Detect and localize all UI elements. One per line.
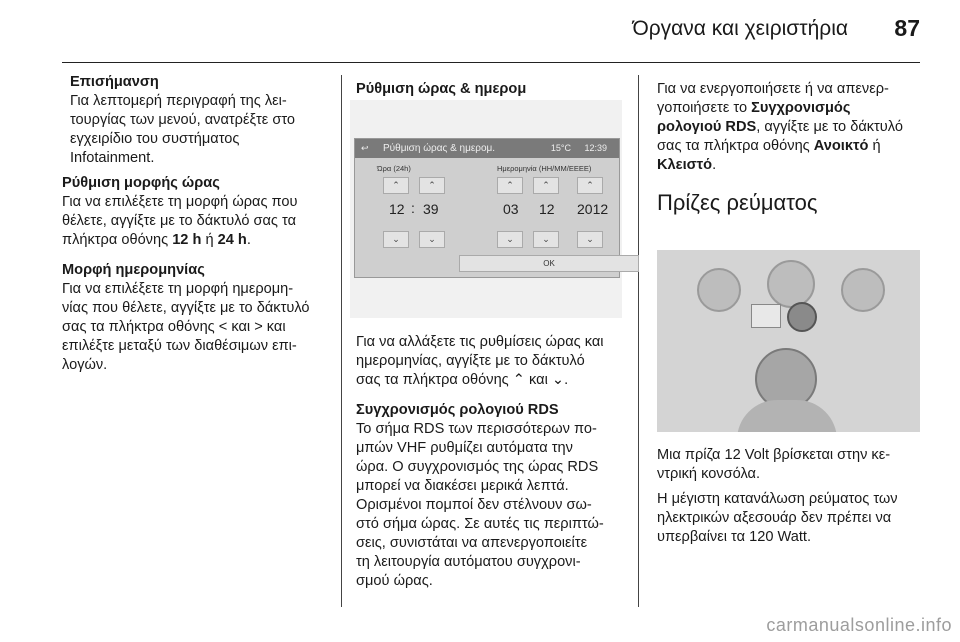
year-up-button: ⌃: [577, 177, 603, 194]
body-line: Μια πρίζα 12 Volt βρίσκεται στην κε-: [657, 447, 891, 463]
column-1: [62, 73, 332, 375]
hvac-knob-right: [841, 268, 885, 312]
section-title-date-format: Μορφή ημερομηνίας: [62, 262, 205, 278]
month-up-button: ⌃: [533, 177, 559, 194]
section-title-time-format: Ρύθμιση μορφής ώρας: [62, 175, 220, 191]
section-title-rds-sync: Συγχρονισμός ρολογιού RDS: [356, 402, 559, 418]
body-line: τη λειτουργία αυτόματου συγχρονι-: [356, 554, 581, 570]
section-title-clock-date: Ρύθμιση ώρας & ημερομ: [356, 81, 527, 97]
screen-title: Ρύθμιση ώρας & ημερομ.: [383, 143, 496, 154]
back-arrow-icon: ↩: [361, 143, 369, 153]
minute-up-button: ⌃: [419, 177, 445, 194]
power-outlet-socket: [787, 302, 817, 332]
screen-frame: [354, 138, 620, 278]
body-line: ηλεκτρικών αξεσουάρ δεν πρέπει να: [657, 510, 892, 526]
body-line: Η μέγιστη κατανάλωση ρεύματος των: [657, 491, 898, 507]
body-line: θέλετε, αγγίξτε με το δάκτυλό σας τα: [62, 213, 297, 229]
body-line: στό σήμα ώρας. Σε αυτές τις περιπτώ-: [356, 516, 604, 532]
year-value: 2012: [577, 201, 609, 217]
day-down-button: ⌄: [497, 231, 523, 248]
hvac-knob-left: [697, 268, 741, 312]
date-label: Ημερομηνία (ΗΗ/ΜΜ/ΕΕΕΕ): [497, 164, 592, 173]
page-header-title: Όργανα και χειριστήρια: [632, 17, 848, 40]
month-value: 12: [539, 201, 555, 217]
page-number: 87: [894, 15, 920, 41]
note-title: Επισήμανση: [70, 74, 159, 90]
body-line: μπορεί να διακέσει μερικά λεπτά.: [356, 478, 569, 494]
header-rule: [62, 62, 920, 63]
minute-down-button: ⌄: [419, 231, 445, 248]
switch-panel: [751, 304, 781, 328]
day-up-button: ⌃: [497, 177, 523, 194]
time-separator: :: [411, 200, 415, 216]
body-line: ημερομηνίας, αγγίξτε με το δάκτυλό: [356, 353, 585, 369]
body-line: Ορισμένοι πομποί δεν στέλνουν σω-: [356, 497, 592, 513]
hour-up-button: ⌃: [383, 177, 409, 194]
body-line: σεις, συνιστάται να απενεργοποιείτε: [356, 535, 588, 551]
screen-clock: 12:39: [584, 143, 607, 153]
year-down-button: ⌄: [577, 231, 603, 248]
screen-temperature: 15°C: [550, 143, 571, 153]
body-line: μπών VHF ρυθμίζει αυτόματα την: [356, 440, 573, 456]
column-3-top: [657, 80, 927, 175]
watermark: carmanualsonline.info: [766, 615, 952, 635]
body-line: ώρα. Ο συγχρονισμός της ώρας RDS: [356, 459, 599, 475]
infotainment-screen-image: [350, 100, 622, 318]
ok-button: OK: [459, 255, 639, 272]
body-line: Κλειστό.: [657, 157, 717, 173]
day-value: 03: [503, 201, 519, 217]
body-line: ρολογιού RDS, αγγίξτε με το δάκτυλό: [657, 119, 903, 135]
note-line: τουργίας των μενού, ανατρέξτε στο: [70, 112, 296, 128]
column-3-bottom: [657, 446, 927, 547]
hour-value: 12: [389, 201, 405, 217]
minute-value: 39: [423, 201, 439, 217]
note-line: Για λεπτομερή περιγραφή της λει-: [70, 93, 287, 109]
hour-down-button: ⌄: [383, 231, 409, 248]
body-line: νίας που θέλετε, αγγίξτε με το δάκτυλό: [62, 300, 310, 316]
note-line: Infotainment.: [70, 150, 155, 166]
body-line: σας τα πλήκτρα οθόνης ⌃ και ⌄.: [356, 372, 569, 388]
body-line: πλήκτρα οθόνης 12 h ή 24 h.: [62, 232, 251, 248]
column-2-body: [356, 333, 631, 591]
body-line: Για να επιλέξετε τη μορφή ημερομη-: [62, 281, 294, 297]
body-line: Το σήμα RDS των περισσότερων πο-: [356, 421, 597, 437]
body-line: ντρική κονσόλα.: [657, 466, 761, 482]
body-line: επιλέξτε μεταξύ των διαθέσιμων επι-: [62, 338, 297, 354]
note-line: εγχειρίδιο του συστήματος: [70, 131, 240, 147]
body-line: Για να αλλάξετε τις ρυθμίσεις ώρας και: [356, 334, 604, 350]
body-line: λογών.: [62, 357, 108, 373]
screen-title-bar: [355, 139, 619, 158]
body-line: σμού ώρας.: [356, 573, 433, 589]
gear-boot: [737, 400, 837, 432]
section-heading-power-outlets: Πρίζες ρεύματος: [657, 190, 818, 215]
body-line: γοποιήσετε το Συγχρονισμός: [657, 100, 851, 116]
body-line: Για να ενεργοποιήσετε ή να απενερ-: [657, 81, 889, 97]
body-line: σας τα πλήκτρα οθόνης Ανοικτό ή: [657, 138, 881, 154]
hvac-knob-center: [767, 260, 815, 308]
body-line: Για να επιλέξετε τη μορφή ώρας που: [62, 194, 298, 210]
column-divider: [638, 75, 639, 607]
note-block: [70, 73, 332, 168]
body-line: υπερβαίνει τα 120 Watt.: [657, 529, 811, 545]
month-down-button: ⌄: [533, 231, 559, 248]
body-line: σας τα πλήκτρα οθόνης < και > και: [62, 319, 286, 335]
center-console-photo: [657, 250, 920, 432]
column-divider: [341, 75, 342, 607]
time-label: Ώρα (24h): [377, 164, 411, 173]
